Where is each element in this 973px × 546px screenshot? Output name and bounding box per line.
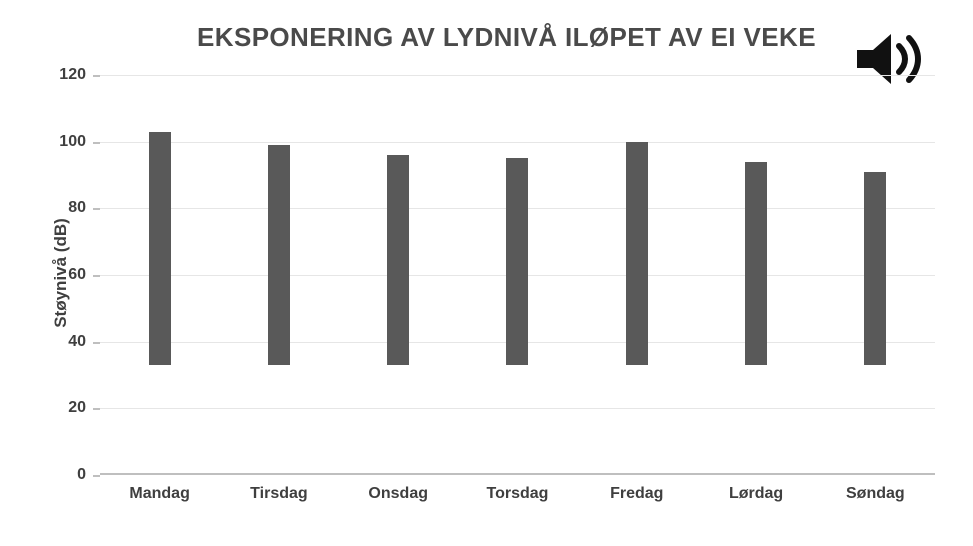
bar[interactable]	[149, 132, 171, 365]
x-tick-label: Søndag	[846, 485, 905, 502]
y-tick-label: 40	[68, 332, 86, 350]
bar-slot	[100, 75, 219, 475]
y-tick-mark	[93, 208, 100, 210]
bar[interactable]	[387, 155, 409, 365]
x-tick-label: Tirsdag	[250, 485, 308, 502]
bars-group	[100, 75, 935, 475]
y-tick-label: 100	[59, 132, 86, 150]
bar[interactable]	[506, 158, 528, 365]
x-tick-label: Lørdag	[728, 485, 784, 502]
y-tick-label: 20	[68, 399, 86, 417]
y-tick-mark	[93, 75, 100, 77]
bar[interactable]	[864, 172, 886, 365]
y-tick-mark	[93, 142, 100, 144]
y-tick-mark	[93, 342, 100, 344]
y-tick-label: 60	[68, 266, 86, 283]
y-tick-label: 0	[77, 466, 86, 483]
chart-title: EKSPONERING AV LYDNIVÅ ILØPET AV EI VEKE	[197, 22, 816, 52]
x-tick-label: Onsdag	[368, 485, 428, 502]
bar-slot	[339, 75, 458, 475]
y-tick-mark	[93, 275, 100, 277]
plot-area	[100, 75, 935, 475]
bar-slot	[458, 75, 577, 475]
bar-slot	[696, 75, 815, 475]
bar[interactable]	[268, 145, 290, 365]
bar-slot	[577, 75, 696, 475]
bar-slot	[816, 75, 935, 475]
y-tick-mark	[93, 408, 100, 410]
bar-slot	[219, 75, 338, 475]
y-tick-label: 120	[59, 66, 86, 83]
x-axis-line	[100, 473, 935, 475]
bar[interactable]	[626, 142, 648, 365]
x-tick-label: Mandag	[129, 485, 190, 502]
x-tick-label: Fredag	[610, 485, 664, 502]
y-tick-label: 80	[68, 199, 86, 217]
y-axis-label: Støynivå (dB)	[50, 218, 70, 328]
bar[interactable]	[745, 162, 767, 365]
y-tick-mark	[93, 475, 100, 477]
x-tick-label: Torsdag	[486, 485, 549, 502]
